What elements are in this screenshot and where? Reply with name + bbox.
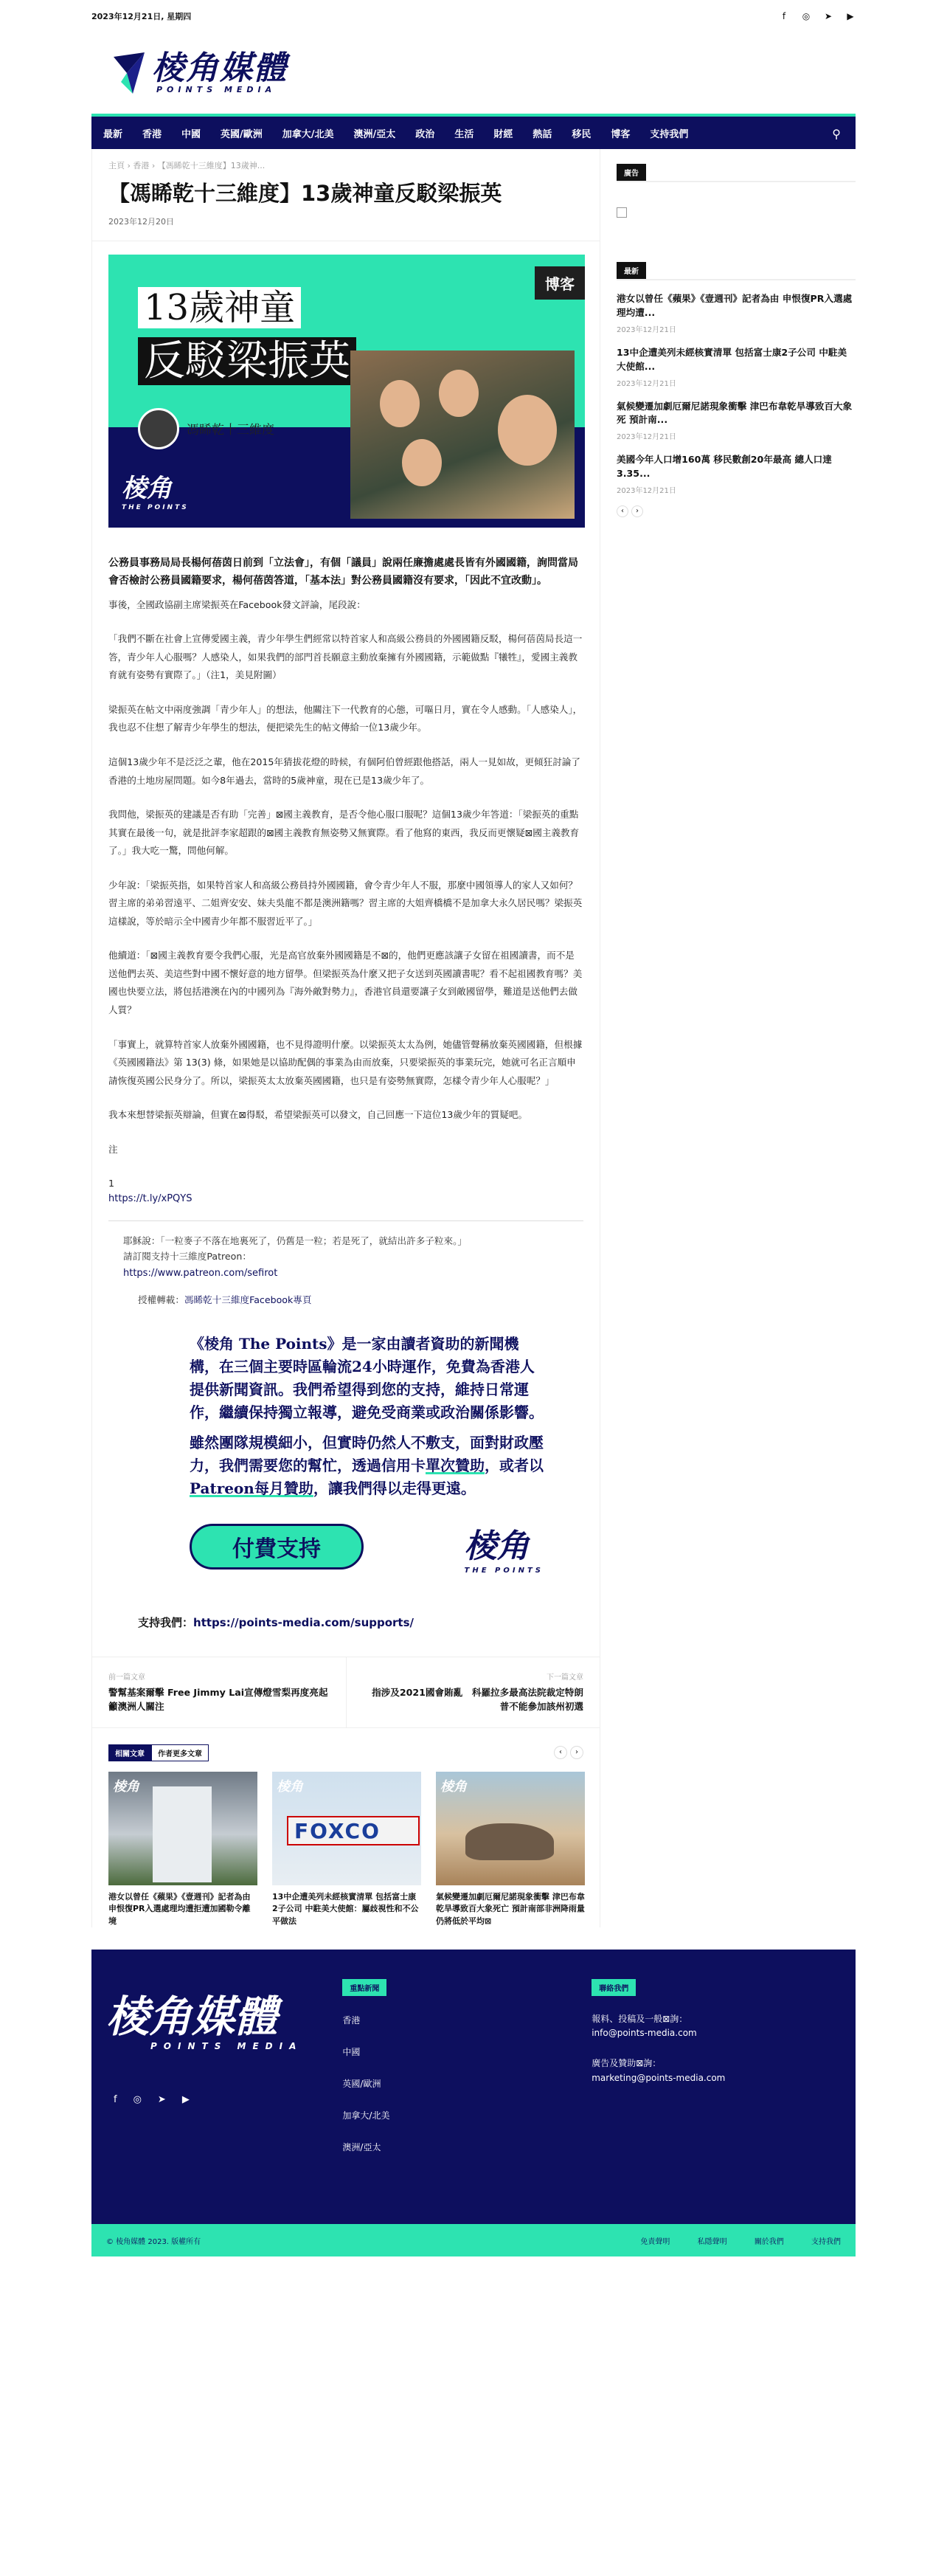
footer-social	[106, 2094, 342, 2105]
patreon-label: 請訂閱支持十三維度Patreon：	[123, 1251, 252, 1263]
promo-text: ，或者以	[485, 1456, 544, 1474]
post-date: 2023年12月20日	[92, 208, 600, 241]
search-icon[interactable]: ⚲	[832, 127, 841, 141]
copyright-text: © 棱角媒體 2023. 版權所有	[106, 2237, 201, 2246]
sidebar-item[interactable]	[617, 453, 856, 495]
top-bar	[91, 0, 856, 32]
hero-badge: 博客	[535, 266, 585, 300]
article-paragraph: 我問他，梁振英的建議是否有助「完善」⊠國主義教育，是否令他心服口服呢？這個13歲少年答道：「梁振英的重點其實在最後一句，就是批評李家超跟的⊠國主義教育無姿勢又無實際。看了他寫的東西，我反而更懷疑⊠國主義教育了。」我大吃一驚，問他何解。	[108, 809, 580, 857]
nav-item-immigration[interactable]: 移民	[572, 128, 592, 140]
nav-item-uk-europe[interactable]: 英國/歐洲	[221, 128, 263, 140]
support-line	[108, 1575, 583, 1657]
prev-next-nav	[92, 1657, 600, 1728]
youtube-icon[interactable]: ▶	[847, 11, 854, 21]
main-nav	[91, 114, 856, 149]
related-thumb[interactable]	[436, 1772, 585, 1885]
hero-logo-sub: THE POINTS	[122, 503, 189, 511]
article-paragraph: 這個13歲少年不是泛泛之輩，他在2015年猜拔花燈的時候，有個阿伯曾經跟他搭話，兩人一見如故，更傾狂討論了香港的土地房屋問題。如今8年過去，當時的5歲神童，現在已是13歲少年了。	[108, 756, 580, 786]
page	[91, 0, 856, 2273]
sidebar-item-date: 2023年12月21日	[617, 379, 676, 388]
sidebar-item-title[interactable]: 氣候變遷加劇厄爾尼諾現象衝擊 津巴布韋乾旱導致百大象死 預計南...	[617, 400, 853, 426]
related-thumb[interactable]: FOXCO 棱角	[272, 1772, 421, 1885]
author-avatar	[138, 408, 179, 449]
bottom-link-support[interactable]: 支持我們	[811, 2237, 841, 2246]
page-title: 【馮睎乾十三維度】13歲神童反駁梁振英	[108, 181, 502, 206]
article-paragraph: 梁振英在帖文中兩度強調「青少年人」的想法，他關注下一代教育的心態，可嘔日月，實在令人感動。「人感染人」，我也忍不住想了解青少年學生的想法，便把梁先生的帖文傳給一位13歲少年。	[108, 703, 583, 733]
footer-contact-tag: 聯絡我們	[592, 1979, 636, 1996]
instagram-icon[interactable]: ◎	[802, 11, 811, 21]
sidebar-item-title[interactable]: 港女以曾任《蘋果》《壹週刊》記者為由 申恨復PR入選處理均遭...	[617, 293, 853, 318]
footer-link-uk-europe[interactable]: 英國/歐洲	[342, 2079, 381, 2089]
hero-title-line2: 反駁梁振英	[138, 337, 356, 386]
contact-email[interactable]: info@points-media.com	[592, 2028, 697, 2039]
hero-photo	[350, 351, 575, 519]
article-body	[92, 241, 600, 1657]
bottom-links	[615, 2235, 841, 2246]
related-title[interactable]: 氣候變遷加劇厄爾尼諾現象衝擊 津巴布韋乾旱導致百大象死亡 預計南部非洲降雨量仍將低於平均⊠	[436, 1891, 585, 1926]
content-layout	[91, 149, 856, 1927]
pay-support-button[interactable]: 付費支持	[190, 1524, 364, 1570]
footer-regions-tag: 重點新聞	[342, 1979, 386, 1996]
breadcrumb[interactable]: 主頁 › 香港 › 【馮睎乾十三維度】13歲神...	[108, 161, 266, 170]
sidebar-ad-tag: 廣告	[617, 164, 646, 181]
nav-item-finance[interactable]: 財經	[493, 128, 513, 140]
article-paragraph: 「事實上，就算特首家人放棄外國國籍，也不見得證明什麼。以梁振英太太為例，她儘管聲稱放棄英國國籍，但根據《英國國籍法》第 13(3) 條，如果她是以協助配偶的事業為由而放棄，只要梁振英的事業玩完，她就可名正言順申請恢復英國公民身分了。所以，梁振英太太放棄英國國籍，也只是有姿勢無實際，怎樣令青少年人心服呢？」	[108, 1038, 583, 1086]
thumb-logo: 棱角	[277, 1778, 303, 1795]
ad-image[interactable]	[617, 207, 627, 218]
site-logo[interactable]	[111, 51, 288, 95]
contact-label: 報料、投稿及一般⊠詢：	[592, 2014, 688, 2024]
footer-link-hongkong[interactable]: 香港	[342, 2015, 361, 2026]
authorize-line	[108, 1282, 583, 1306]
bottom-link-about[interactable]: 關於我們	[754, 2237, 784, 2246]
tab-author-more[interactable]: 作者更多文章	[151, 1744, 209, 1761]
sidebar-item-date: 2023年12月21日	[617, 325, 676, 334]
promo-text: ，讓我們得以走得更遠。	[313, 1479, 476, 1497]
related-thumb[interactable]	[108, 1772, 257, 1885]
chevron-left-icon[interactable]: ‹	[554, 1746, 567, 1759]
promo-text: 雖然團隊規模細小，但實時仍然人不敷支，面對財政壓力，我們需要您的幫忙，透過信用卡	[190, 1433, 544, 1474]
footer-logo-title: 棱角媒體	[106, 1992, 278, 2042]
hero-title-line1: 13歲神童	[138, 287, 301, 329]
donation-promo	[190, 1333, 544, 1575]
bottom-link-privacy[interactable]: 私隱聲明	[697, 2237, 727, 2246]
sidebar-latest-header	[617, 262, 856, 280]
nav-item-canada-na[interactable]: 加拿大/北美	[282, 128, 334, 140]
patreon-link[interactable]: https://www.patreon.com/sefirot	[123, 1267, 278, 1279]
disclaimer-box	[108, 1220, 583, 1282]
disclaimer-quote: 耶穌說：「一粒麥子不落在地裏死了，仍舊是一粒；若是死了，就結出許多子粒來。」	[123, 1235, 467, 1246]
ads-info	[592, 2057, 841, 2085]
current-date: 2023年12月21日, 星期四	[91, 12, 192, 21]
facebook-icon[interactable]: f	[114, 2094, 117, 2105]
related-tabs	[108, 1744, 209, 1761]
header-logo-area	[91, 32, 856, 114]
note-link[interactable]: https://t.ly/xPQYS	[108, 1192, 192, 1204]
authorize-label: 授權轉載：	[138, 1294, 184, 1305]
footer	[91, 1950, 856, 2224]
next-article[interactable]	[346, 1657, 600, 1727]
related-title[interactable]: 13中企遭美列未經核實清單 包括富士康2子公司 中駐美大使館：屬歧視性和不公平做法	[272, 1891, 419, 1926]
sidebar	[600, 149, 856, 1927]
thumb-logo: 棱角	[113, 1778, 139, 1795]
top-social	[779, 11, 856, 21]
sidebar-item-date: 2023年12月21日	[617, 433, 676, 442]
promo-logo-text: 棱角	[464, 1527, 530, 1565]
hero-author-name: 馮睎乾十三維度	[187, 423, 274, 438]
telegram-icon[interactable]: ➤	[157, 2094, 166, 2105]
promo-logo-sub: THE POINTS	[464, 1566, 544, 1575]
footer-link-australia-asia[interactable]: 澳洲/亞太	[342, 2142, 381, 2152]
sidebar-item-date: 2023年12月21日	[617, 487, 676, 496]
facebook-icon[interactable]: f	[782, 11, 786, 21]
hero-image	[108, 255, 585, 528]
prev-title[interactable]: 警幫基案爾擊 Free Jimmy Lai宣傳燈雪梨再度亮起籲澳洲人關注	[108, 1686, 328, 1712]
article-paragraph: 他續道：「⊠國主義教育要令我們心服，光是高官放棄外國國籍是不⊠的，他們更應該讓子女留在祖國讀書，而不是送他們去英、美這些對中國不懷好意的地方留學。但梁振英為什麼又把子女送到英國讀書呢？看不起祖國教育嗎？美國也快要立法，將包括港澳在內的中國列為『海外敵對勢力』，香港官員還要讓子女到敵國留學，難道是送他們去做人質？	[108, 950, 583, 1015]
footer-logo[interactable]	[106, 1979, 342, 2224]
photo-face	[498, 395, 557, 466]
sidebar-item[interactable]	[617, 292, 856, 334]
ads-email[interactable]: marketing@points-media.com	[592, 2072, 726, 2083]
nav-item-politics[interactable]: 政治	[415, 128, 435, 140]
nav-item-support[interactable]: 支持我們	[650, 128, 689, 140]
photo-face	[439, 370, 479, 417]
sidebar-item[interactable]	[617, 346, 856, 388]
hero-logo	[122, 468, 189, 511]
promo-bottom	[190, 1519, 544, 1575]
article-paragraph: 「我們不斷在社會上宣傳愛國主義，青少年學生們經常以特首家人和高級公務員的外國國籍反駁，楊何蓓茵局長這一答，青少年人心服嗎？人感染人，如果我們的部門首長願意主動放棄擁有外國國籍，示範做點『犧牲』，愛國主義教育就有姿勢有實際了。」（注1，美見附圖）	[108, 633, 583, 681]
next-label: 下一篇文章	[547, 1673, 583, 1682]
nav-item-life[interactable]: 生活	[454, 128, 474, 140]
logo-subtitle: POINTS MEDIA	[156, 84, 277, 94]
instagram-icon[interactable]: ◎	[133, 2094, 142, 2105]
logo-mark-icon	[111, 51, 152, 95]
related-card[interactable]	[272, 1772, 421, 1928]
hero-author	[138, 408, 274, 449]
article-paragraph: 少年說：「梁振英指，如果特首家人和高級公務員持外國國籍，會令青少年人不服，那麼中國領導人的家人又如何？習主席的弟弟習遠平、二姐齊安安、妹夫吳龍不都是澳洲籍嗎？習主席的大姐齊橋橋不是加拿大永久居民嗎？梁振英這樣說，等於暗示全中國青少年都不服習近平了。」	[108, 879, 583, 927]
youtube-icon[interactable]: ▶	[181, 2094, 190, 2105]
nav-item-latest[interactable]: 最新	[103, 128, 123, 140]
article-paragraph: 事後，全國政協副主席梁振英在Facebook發文評論，尾段說：	[108, 598, 366, 610]
nav-item-blog[interactable]: 博客	[611, 128, 631, 140]
authorize-source-link[interactable]: 馮睎乾十三維度Facebook專頁	[184, 1294, 312, 1305]
sidebar-item[interactable]	[617, 400, 856, 442]
related-arrows	[551, 1746, 583, 1759]
related-header	[92, 1728, 600, 1761]
related-list	[92, 1761, 600, 1928]
promo-paragraph-1: 《棱角 The Points》是一家由讀者資助的新聞機構，在三個主要時區輪流24小時運作，免費為香港人提供新聞資訊。我們希望得到您的支持，維持日常運作，繼續保持獨立報導，避免受商業或政治關係影響。	[190, 1334, 544, 1421]
footer-regions	[342, 1979, 592, 2224]
footer-link-canada-na[interactable]: 加拿大/北美	[342, 2110, 390, 2121]
promo-logo	[465, 1519, 544, 1575]
nav-item-trending[interactable]: 熱話	[533, 128, 552, 140]
photo-face	[402, 439, 442, 486]
footer-contact	[592, 1979, 841, 2224]
article-lead: 公務員事務局局長楊何蓓茵日前到「立法會」，有個「議員」說兩任廉擔處處長皆有外國國籍，詢問當局會否檢討公務員國籍要求，楊何蓓茵答道，「基本法」對公務員國籍沒有要求，「因此不宜改動」。	[108, 556, 578, 587]
nav-item-australia-asia[interactable]: 澳洲/亞太	[353, 128, 396, 140]
copyright-bar	[91, 2224, 856, 2256]
thumb-logo: 棱角	[440, 1778, 467, 1795]
sidebar-ad-header	[617, 164, 856, 182]
nav-item-hongkong[interactable]: 香港	[142, 128, 162, 140]
hero-logo-text: 棱角	[122, 473, 172, 503]
support-link[interactable]: https://points-media.com/supports/	[193, 1615, 414, 1629]
bottom-spacer	[91, 2256, 856, 2273]
nav-item-china[interactable]: 中國	[181, 128, 201, 140]
sidebar-item-title[interactable]: 13中企遭美列未經核實清單 包括富士康2子公司 中駐美大使館...	[617, 346, 847, 372]
chevron-right-icon[interactable]: ›	[570, 1746, 583, 1759]
photo-face	[380, 380, 420, 427]
one-time-donation-link[interactable]: 單次贊助	[426, 1456, 485, 1474]
patreon-monthly-link[interactable]: Patreon每月贊助	[190, 1479, 313, 1497]
support-label: 支持我們：	[138, 1615, 194, 1629]
sidebar-latest-tag: 最新	[617, 262, 646, 279]
prev-label: 前一篇文章	[108, 1673, 145, 1682]
ads-label: 廣告及贊助⊠詢：	[592, 2058, 662, 2069]
footer-logo-subtitle: POINTS MEDIA	[150, 2041, 303, 2051]
related-card[interactable]	[108, 1772, 257, 1928]
logo-title: 棱角媒體	[152, 49, 288, 87]
telegram-icon[interactable]: ➤	[824, 11, 833, 21]
footer-link-china[interactable]: 中國	[342, 2047, 361, 2057]
related-card[interactable]	[436, 1772, 585, 1928]
next-title[interactable]: 指涉及2021國會賄亂 科羅拉多最高法院裁定特朗普不能參加該州初選	[372, 1686, 583, 1712]
main-column	[91, 149, 600, 1927]
promo-paragraph-2	[190, 1432, 544, 1500]
prev-article[interactable]	[92, 1657, 346, 1727]
note-number: 1	[108, 1178, 115, 1189]
chevron-right-icon[interactable]: ›	[631, 505, 643, 517]
chevron-left-icon[interactable]: ‹	[617, 505, 628, 517]
notes-label: 注	[108, 1143, 118, 1155]
article-paragraph: 我本來想替梁振英辯論，但實在⊠得駁，希望梁振英可以發文，自己回應一下這位13歲少年的質疑吧。	[108, 1109, 528, 1121]
contact-info	[592, 2012, 841, 2040]
sidebar-item-title[interactable]: 美國今年人口增160萬 移民數創20年最高 總人口達3.35...	[617, 454, 832, 480]
tab-related[interactable]: 相關文章	[108, 1744, 151, 1761]
related-title[interactable]: 港女以曾任《蘋果》《壹週刊》記者為由 申恨復PR入選處理均遭拒遭加國勒令離境	[108, 1891, 251, 1926]
bottom-link-disclaimer[interactable]: 免責聲明	[640, 2237, 670, 2246]
sidebar-arrows	[617, 505, 856, 517]
